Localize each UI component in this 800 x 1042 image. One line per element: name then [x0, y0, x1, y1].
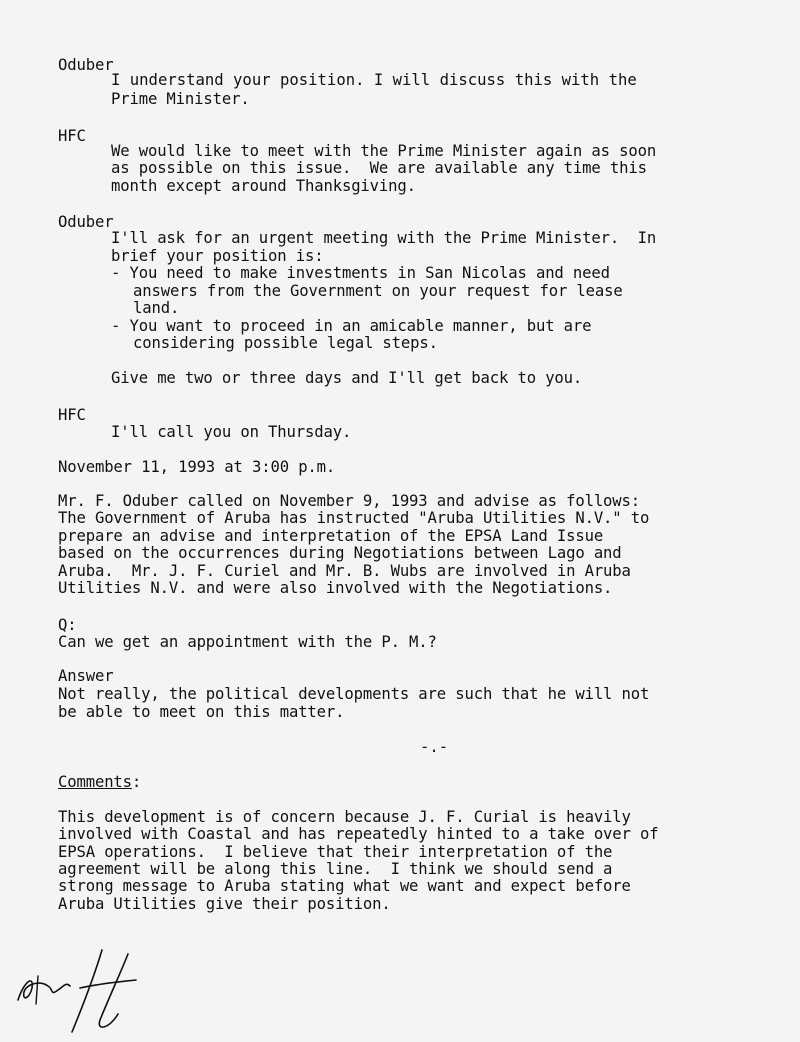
- comment-line: agreement will be along this line. I think we should send a: [58, 860, 613, 878]
- bullet-continuation: land.: [133, 299, 180, 317]
- question-label: Q:: [58, 616, 77, 634]
- paragraph-line: Mr. F. Oduber called on November 9, 1993 and advise as follows:: [58, 492, 641, 510]
- handwritten-signature: [10, 940, 150, 1040]
- bullet-continuation: considering possible legal steps.: [133, 334, 438, 352]
- comment-line: This development is of concern because J. F. Curial is heavily: [58, 808, 631, 826]
- bullet-line: - You want to proceed in an amicable manner, but are: [111, 317, 592, 335]
- answer-line: Not really, the political developments are such that he will not: [58, 685, 650, 703]
- comments-label: Comments: [58, 773, 132, 791]
- dialogue-text: I understand your position. I will discuss this with the: [111, 71, 637, 89]
- bullet-continuation: answers from the Government on your request for lease: [133, 282, 623, 300]
- question-text: Can we get an appointment with the P. M.?: [58, 633, 437, 651]
- dialogue-line: month except around Thanksgiving.: [111, 177, 416, 195]
- speaker-label: Oduber: [58, 56, 114, 74]
- comment-line: involved with Coastal and has repeatedly hinted to a take over of: [58, 825, 659, 843]
- section-separator: -.-: [420, 738, 449, 756]
- answer-label: Answer: [58, 667, 114, 685]
- date-heading: November 11, 1993 at 3:00 p.m.: [58, 458, 336, 476]
- dialogue-line: [111, 72, 745, 89]
- comment-line: EPSA operations. I believe that their interpretation of the: [58, 843, 613, 861]
- comment-line: strong message to Aruba stating what we want and expect before: [58, 877, 631, 895]
- paragraph-line: The Government of Aruba has instructed "Aruba Utilities N.V." to: [58, 509, 650, 527]
- dialogue-line: Prime Minister.: [111, 90, 250, 108]
- paragraph-line: prepare an advise and interpretation of the EPSA Land Issue: [58, 527, 604, 545]
- answer-line: be able to meet on this matter.: [58, 703, 345, 721]
- comments-colon: :: [131, 773, 142, 791]
- speaker-label: HFC: [58, 127, 86, 145]
- dialogue-line: We would like to meet with the Prime Minister again as soon: [111, 142, 657, 160]
- comment-line: Aruba Utilities give their position.: [58, 895, 391, 913]
- dialogue-line: I'll ask for an urgent meeting with the Prime Minister. In: [111, 229, 657, 247]
- speaker-label: Oduber: [58, 213, 114, 231]
- dialogue-line: Give me two or three days and I'll get back to you.: [111, 369, 583, 387]
- bullet-line: - You need to make investments in San Nicolas and need: [111, 264, 610, 282]
- paragraph-line: based on the occurrences during Negotiations between Lago and: [58, 544, 622, 562]
- comments-heading: [58, 774, 141, 791]
- paragraph-line: Aruba. Mr. J. F. Curiel and Mr. B. Wubs are involved in Aruba: [58, 562, 631, 580]
- dialogue-line: brief your position is:: [111, 247, 324, 265]
- dialogue-line: I'll call you on Thursday.: [111, 423, 352, 441]
- dialogue-line: as possible on this issue. We are available any time this: [111, 159, 647, 177]
- paragraph-line: Utilities N.V. and were also involved with the Negotiations.: [58, 579, 613, 597]
- speaker-label: HFC: [58, 406, 86, 424]
